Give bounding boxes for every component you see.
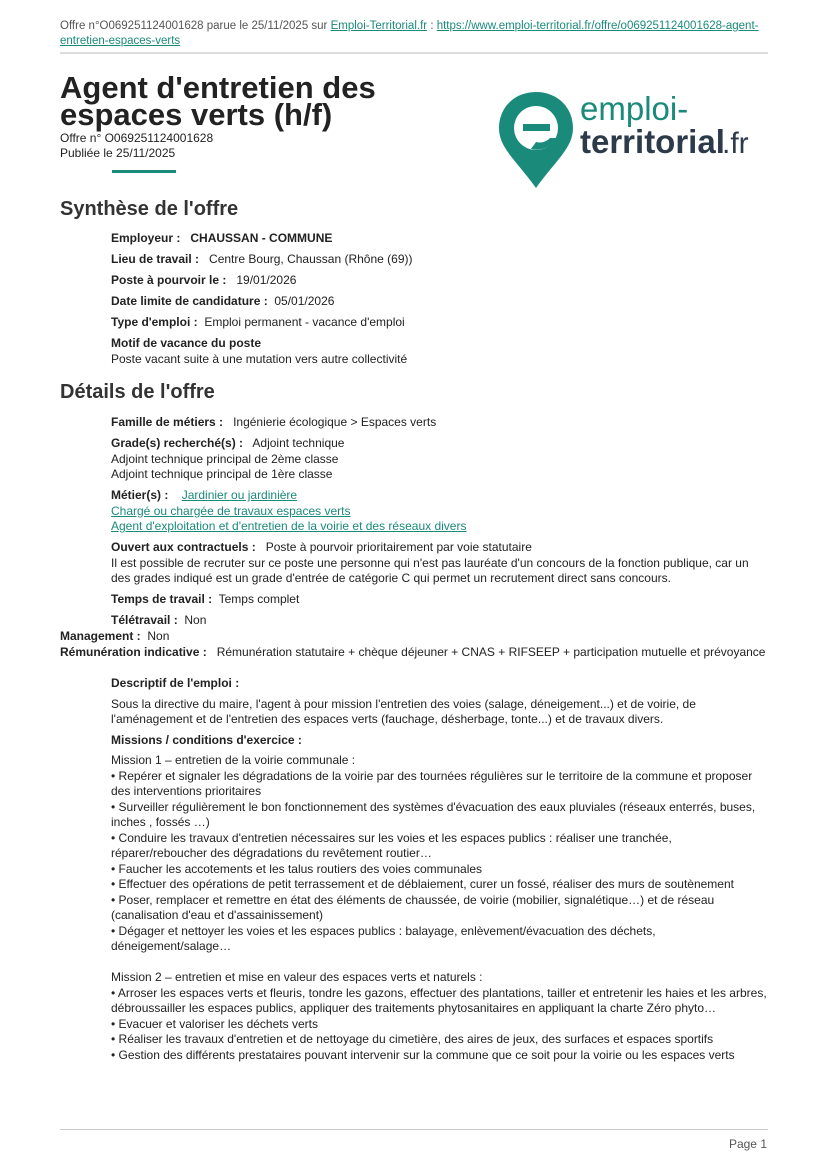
field-label: Rémunération indicative : (60, 644, 207, 659)
job-family-field (111, 415, 771, 431)
offer-url-link[interactable]: https://www.emploi-territorial.fr/offre/o069251124001628-agent-entretien-espaces-verts (60, 20, 759, 47)
field-value: 19/01/2026 (236, 273, 297, 287)
field-label: Famille de métiers : (111, 415, 224, 429)
work-time-field (111, 592, 771, 608)
source-line (60, 19, 770, 49)
field-value: Non (184, 613, 207, 627)
field-value: Poste vacant suite à une mutation vers autre collectivité (111, 351, 408, 366)
site-link[interactable]: Emploi-Territorial.fr (330, 20, 428, 32)
contract-text: Il est possible de recruter sur ce poste une personne qui n'est pas lauréate d'un concours de la fonction publique, car un des grades indiqué est un grade d'entrée de catégorie C qui permet un recrutement direct sans concours. (111, 555, 749, 585)
page-title: Agent d'entretien des espaces verts (h/f) (60, 70, 376, 132)
mission-item: • Evacuer et valoriser les déchets verts (111, 1016, 318, 1031)
published-date: Publiée le 25/11/2025 (60, 146, 176, 160)
mission-item: • Réaliser les travaux d'entretien et de nettoyage du cimetière, des aires de jeux, des surfaces et espaces sportifs (111, 1032, 714, 1046)
field-label: Télétravail : (111, 613, 178, 627)
synthese-section (111, 231, 771, 367)
field-label: Grade(s) recherché(s) : (111, 436, 244, 450)
divider (60, 52, 768, 54)
metier-link[interactable]: Jardinier ou jardinière (181, 488, 298, 502)
mission-title: Mission 1 – entretien de la voirie communale : (111, 753, 356, 767)
contract-field (111, 540, 771, 587)
footer-divider (60, 1129, 768, 1130)
metiers-field (111, 488, 771, 535)
mission-item: • Gestion des différents prestataires pouvant intervenir sur la commune que ce soit pour la voirie ou les espaces verts (111, 1047, 735, 1062)
svg-text:emploi-: emploi- (580, 90, 689, 127)
field-label: Lieu de travail : (111, 252, 200, 266)
metier-link[interactable]: Agent d'exploitation et d'entretien de la voirie et des réseaux divers (111, 519, 467, 533)
mission-item: • Poser, remplacer et remettre en état des éléments de chaussée, de voirie (mobilier, signalétique…) et de réseau (canalisation d'eau et d'assainissement) (111, 892, 715, 922)
deadline-field (111, 294, 771, 310)
emploi-territorial-logo (496, 88, 758, 197)
details-heading: Détails de l'offre (60, 381, 215, 403)
field-value: Non (147, 629, 170, 643)
grade: Adjoint technique principal de 1ère classe (111, 467, 333, 481)
mission-item: • Effectuer des opérations de petit terrassement et de déblaiement, curer un fossé, réaliser des murs de soutènement (111, 877, 734, 891)
location-field (111, 252, 771, 268)
field-label: Métier(s) : (111, 488, 169, 502)
mission-title: Mission 2 – entretien et mise en valeur des espaces verts et naturels : (111, 970, 483, 984)
mission-item: • Arroser les espaces verts et fleuris, tondre les gazons, effectuer des plantations, tailler et entretenir les haies et les arbres, débroussailler les espaces publics, appliquer des traitements phytosanitaires en appliquant la charte Zéro phyto… (111, 985, 767, 1015)
field-label: Employeur : (111, 231, 181, 245)
field-label: Management : (60, 629, 141, 643)
svg-text:territorial: territorial (580, 123, 725, 160)
field-value: Rémunération statutaire + chèque déjeuner + CNAS + RIFSEEP + participation mutuelle et prévoyance (216, 644, 766, 659)
metier-link[interactable]: Chargé ou chargée de travaux espaces verts (111, 503, 351, 518)
remuneration-field (60, 645, 770, 661)
field-label: Motif de vacance du poste (111, 336, 262, 350)
offer-number: Offre n° O069251124001628 (60, 131, 214, 145)
field-label: Temps de travail : (111, 592, 213, 606)
field-value: CHAUSSAN - COMMUNE (190, 231, 333, 245)
employer-field (111, 231, 771, 247)
mission-item: • Dégager et nettoyer les voies et les espaces publics : balayage, enlèvement/évacuation des déchets, déneigement/salage… (111, 923, 656, 953)
missions-label: Missions / conditions d'exercice : (111, 732, 302, 747)
field-label: Date limite de candidature : (111, 294, 268, 308)
field-value: Centre Bourg, Chaussan (Rhône (69)) (209, 252, 413, 266)
synthese-heading: Synthèse de l'offre (60, 198, 239, 220)
grade: Adjoint technique (252, 436, 345, 450)
management-remuneration (60, 629, 770, 660)
field-value: Emploi permanent - vacance d'emploi (204, 315, 405, 329)
field-value: Ingénierie écologique > Espaces verts (233, 415, 437, 429)
mission-item: • Surveiller régulièrement le bon fonctionnement des systèmes d'évacuation des eaux pluviales (réseaux enterrés, buses, inches , fossés …) (111, 799, 756, 829)
field-label: Ouvert aux contractuels : (111, 540, 256, 554)
field-value: 05/01/2026 (274, 294, 335, 308)
description-label: Descriptif de l'emploi : (111, 676, 240, 690)
description-text: Sous la directive du maire, l'agent à pour mission l'entretien des voies (salage, déneigement...) et de voirie, de l'aménagement et de l'entretien des espaces verts (fauchage, désherbage, tonte...) et de travaux divers. (111, 696, 696, 726)
field-label: Type d'emploi : (111, 315, 198, 329)
mission-item: • Faucher les accotements et les talus routiers des voies communales (111, 861, 483, 876)
accent-bar (112, 170, 176, 173)
svg-text:.fr: .fr (722, 127, 749, 160)
field-label: Poste à pourvoir le : (111, 273, 227, 287)
offer-meta (60, 131, 213, 161)
grades-field (111, 436, 771, 483)
mission-2 (111, 970, 771, 1063)
separator: : (430, 20, 434, 32)
field-value: Temps complet (218, 592, 300, 606)
page-number: Page 1 (728, 1137, 767, 1151)
grade: Adjoint technique principal de 2ème classe (111, 451, 339, 466)
description-section (111, 676, 771, 1063)
mission-1 (111, 753, 771, 955)
telework-field (111, 613, 771, 629)
vacancy-reason-field (111, 336, 771, 367)
mission-item: • Conduire les travaux d'entretien nécessaires sur les voies et les espaces publics : réaliser une tranchée, réparer/reboucher des dégradations du revêtement routier… (111, 830, 672, 860)
source-prefix: Offre n°O069251124001628 parue le 25/11/2025 sur (60, 20, 328, 32)
management-field (60, 629, 770, 645)
job-type-field (111, 315, 771, 331)
field-value: Poste à pourvoir prioritairement par voie statutaire (265, 540, 532, 554)
details-section (111, 415, 771, 629)
start-date-field (111, 273, 771, 289)
mission-item: • Repérer et signaler les dégradations de la voirie par des tournées régulières sur le territoire de la commune et proposer des interventions prioritaires (111, 768, 753, 798)
